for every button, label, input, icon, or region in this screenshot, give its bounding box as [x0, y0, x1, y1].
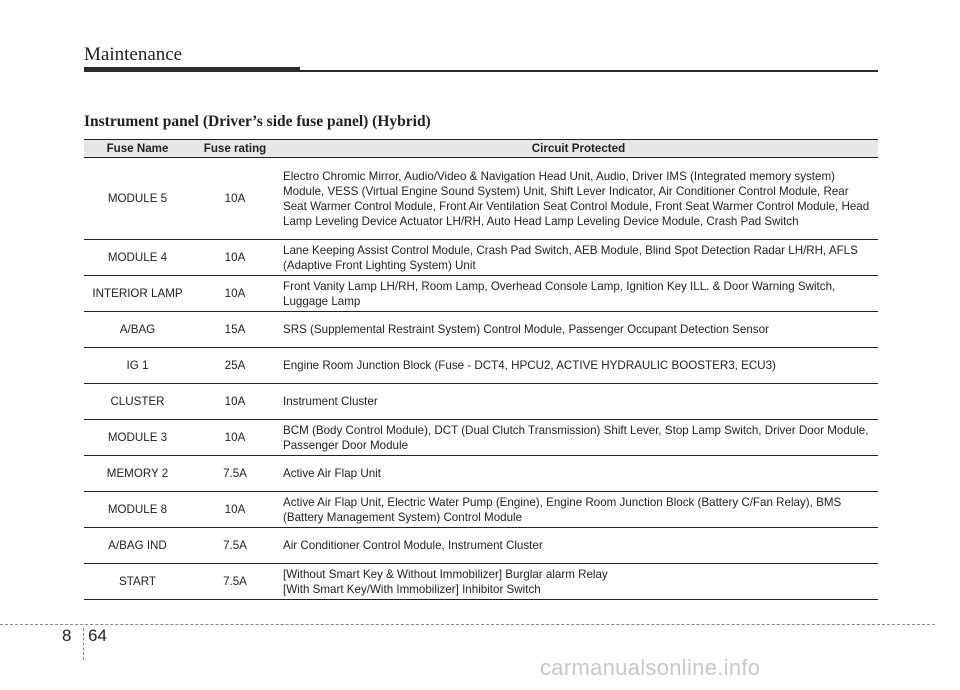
table-row	[84, 312, 878, 348]
circuit-cell: Electro Chromic Mirror, Audio/Video & Navigation Head Unit, Audio, Driver IMS (Integrated memory system) Module, VESS (Virtual Engine Sound System) Unit, Shift Lever Indicator, Air Conditioner Control Module, Rear Seat Warmer Control Module, Front Air Ventilation Seat Control Module, Front Seat Warmer Control Module, Head Lamp Leveling Device Actuator LH/RH, Auto Head Lamp Leveling Device Module, Crash Pad Switch	[279, 158, 878, 240]
footer-divider	[83, 628, 84, 660]
footer-rule	[0, 624, 935, 625]
fuse-rating-cell: 10A	[191, 158, 279, 240]
table-row	[84, 384, 878, 420]
watermark: carmanualsonline.info	[540, 655, 761, 680]
table-row	[84, 492, 878, 528]
table-row	[84, 528, 878, 564]
fuse-name-cell: A/BAG	[84, 312, 191, 348]
header-bar	[84, 67, 300, 72]
fuse-name-cell: START	[84, 564, 191, 600]
circuit-cell: [Without Smart Key & Without Immobilizer] Burglar alarm Relay [With Smart Key/With Immobilizer] Inhibitor Switch	[279, 564, 878, 600]
column-header-fuse-name: Fuse Name	[84, 140, 191, 158]
fuse-rating-cell: 10A	[191, 492, 279, 528]
table-row	[84, 420, 878, 456]
fuse-name-cell: INTERIOR LAMP	[84, 276, 191, 312]
fuse-name-cell: MEMORY 2	[84, 456, 191, 492]
fuse-rating-cell: 25A	[191, 348, 279, 384]
circuit-cell: Lane Keeping Assist Control Module, Crash Pad Switch, AEB Module, Blind Spot Detection Radar LH/RH, AFLS (Adaptive Front Lighting System) Unit	[279, 240, 878, 276]
table-row	[84, 276, 878, 312]
fuse-table	[84, 139, 878, 600]
table-row	[84, 348, 878, 384]
fuse-rating-cell: 7.5A	[191, 528, 279, 564]
fuse-rating-cell: 10A	[191, 276, 279, 312]
fuse-rating-cell: 7.5A	[191, 456, 279, 492]
fuse-name-cell: A/BAG IND	[84, 528, 191, 564]
fuse-rating-cell: 10A	[191, 240, 279, 276]
fuse-rating-cell: 15A	[191, 312, 279, 348]
circuit-cell: Front Vanity Lamp LH/RH, Room Lamp, Overhead Console Lamp, Ignition Key ILL. & Door Warning Switch, Luggage Lamp	[279, 276, 878, 312]
column-header-fuse-rating: Fuse rating	[191, 140, 279, 158]
fuse-name-cell: CLUSTER	[84, 384, 191, 420]
page-number: 64	[88, 626, 107, 645]
fuse-rating-cell: 7.5A	[191, 564, 279, 600]
fuse-name-cell: MODULE 8	[84, 492, 191, 528]
table-header-row	[84, 140, 878, 158]
circuit-cell: Active Air Flap Unit	[279, 456, 878, 492]
section-title: Instrument panel (Driver’s side fuse panel) (Hybrid)	[84, 113, 431, 130]
chapter-number: 8	[62, 626, 72, 645]
fuse-rating-cell: 10A	[191, 420, 279, 456]
header-rule	[300, 70, 878, 72]
fuse-name-cell: IG 1	[84, 348, 191, 384]
table-row	[84, 456, 878, 492]
fuse-name-cell: MODULE 3	[84, 420, 191, 456]
table-row	[84, 240, 878, 276]
circuit-cell: BCM (Body Control Module), DCT (Dual Clutch Transmission) Shift Lever, Stop Lamp Switch, Driver Door Module, Passenger Door Module	[279, 420, 878, 456]
column-header-circuit: Circuit Protected	[279, 140, 878, 158]
fuse-name-cell: MODULE 5	[84, 158, 191, 240]
table-row	[84, 564, 878, 600]
circuit-cell: Active Air Flap Unit, Electric Water Pump (Engine), Engine Room Junction Block (Battery C/Fan Relay), BMS (Battery Management System) Control Module	[279, 492, 878, 528]
fuse-rating-cell: 10A	[191, 384, 279, 420]
fuse-name-cell: MODULE 4	[84, 240, 191, 276]
header-title: Maintenance	[84, 44, 183, 65]
table-row	[84, 158, 878, 240]
circuit-cell: Air Conditioner Control Module, Instrument Cluster	[279, 528, 878, 564]
circuit-cell: Engine Room Junction Block (Fuse - DCT4, HPCU2, ACTIVE HYDRAULIC BOOSTER3, ECU3)	[279, 348, 878, 384]
circuit-cell: Instrument Cluster	[279, 384, 878, 420]
circuit-cell: SRS (Supplemental Restraint System) Control Module, Passenger Occupant Detection Sensor	[279, 312, 878, 348]
